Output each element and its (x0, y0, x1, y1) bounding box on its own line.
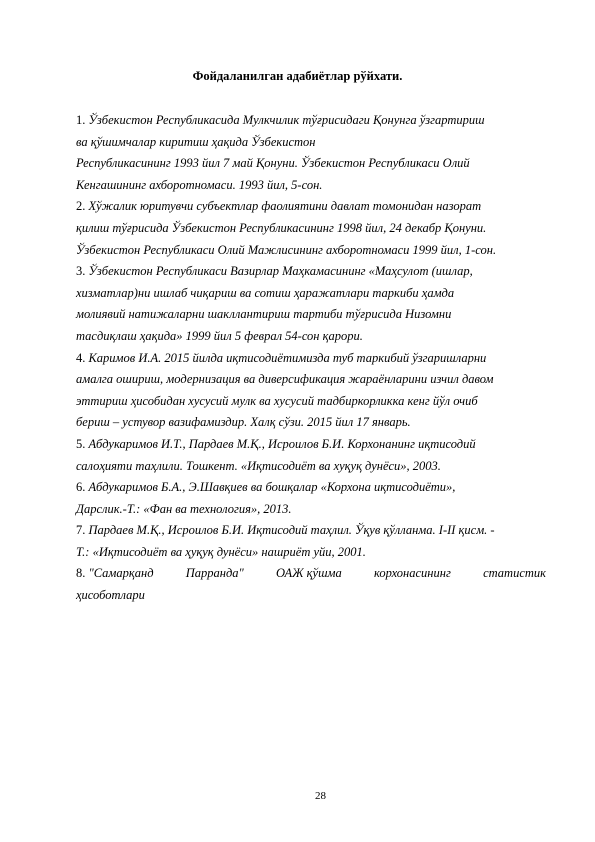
reference-number: 7. (76, 523, 86, 538)
reference-line (76, 348, 546, 370)
reference-line: Дарслик.-Т.: «Фан ва технология», 2013. (76, 501, 292, 516)
reference-line: ва қўшимчалар киритиш ҳақида Ўзбекистон (76, 134, 316, 149)
reference-text: Абдукаримов И.Т., Пардаев М.Қ., Исроилов Б.И. Корхонанинг иқтисодий (88, 436, 476, 451)
reference-text: Пардаев М.Қ., Исроилов Б.И. Иқтисодий таҳлил. Ўқув қўлланма. I-II қисм. - (88, 523, 495, 538)
reference-line (76, 477, 546, 499)
reference-item-7 (76, 520, 546, 563)
reference-line: Т.: «Иқтисодиёт ва ҳуқуқ дунёси» нашриёт уйи, 2001. (76, 544, 366, 559)
reference-number: 4. (76, 350, 86, 365)
reference-number: 6. (76, 480, 86, 495)
reference-line (76, 196, 546, 218)
reference-line: қилиш тўғрисида Ўзбекистон Республикасининг 1998 йил, 24 декабр Қонуни. (76, 220, 487, 235)
reference-item-2 (76, 196, 546, 261)
reference-number: 2. (76, 199, 86, 214)
reference-line: тасдиқлаш ҳақида» 1999 йил 5 феврал 54-сон қарори. (76, 328, 363, 343)
reference-line: Республикасининг 1993 йил 7 май Қонуни. Ўзбекистон Республикаси Олий (76, 156, 470, 171)
reference-line: Кенгашининг ахборотномаси. 1993 йил, 5-сон. (76, 177, 323, 192)
reference-line: амалга ошириш, модернизация ва диверсификация жараёнларини изчил давом (76, 372, 494, 387)
reference-word: Парранда" (185, 566, 244, 581)
reference-word: статистик (483, 566, 546, 581)
reference-line: бериш – устувор вазифамиздир. Халқ сўзи. 2015 йил 17 январь. (76, 415, 411, 430)
reference-line: Ўзбекистон Республикаси Олий Мажлисининг ахборотномаси 1999 йил, 1-сон. (76, 242, 497, 257)
reference-line: эттириш ҳисобидан хусусий мулк ва хусусий тадбиркорликка кенг йўл очиб (76, 393, 478, 408)
reference-line: хизматлар)ни ишлаб чиқариш ва сотиш ҳаражатлари таркиби ҳамда (76, 285, 455, 300)
reference-line (76, 261, 546, 283)
page-title: Фойдаланилган адабиётлар рўйхати. (192, 69, 403, 83)
reference-line (76, 434, 546, 456)
reference-word: корхонасининг (373, 566, 451, 581)
reference-item-1 (76, 110, 546, 196)
reference-text: Ўзбекистон Республикасида Мулкчилик тўғрисидаги Қонунга ўзгартириш (88, 113, 485, 127)
reference-line (76, 563, 546, 585)
reference-word: ОАЖ қўшма (276, 566, 342, 581)
reference-list (76, 110, 546, 607)
reference-item-6 (76, 477, 546, 520)
reference-item-4 (76, 348, 546, 434)
reference-number: 8. (76, 566, 86, 581)
reference-text: Каримов И.А. 2015 йилда иқтисодиётимизда туб таркибий ўзгаришларни (88, 350, 487, 365)
reference-line (76, 110, 546, 132)
reference-text: Хўжалик юритувчи субъектлар фаолиятини давлат томонидан назорат (88, 199, 482, 214)
reference-text: Ўзбекистон Республикаси Вазирлар Маҳкамасининг «Маҳсулот (ишлар, (88, 264, 473, 279)
reference-item-8 (76, 563, 546, 606)
reference-line: ҳисоботлари (76, 588, 145, 603)
reference-line: салоҳияти таҳлили. Тошкент. «Иқтисодиёт ва хуқуқ дунёси», 2003. (76, 458, 441, 473)
reference-item-5 (76, 434, 546, 477)
reference-number: 3. (76, 264, 86, 279)
reference-item-3 (76, 261, 546, 347)
page-number: 28 (315, 790, 326, 802)
reference-line: молиявий натижаларни шакллантириш тартиби тўғрисида Низомни (76, 307, 452, 322)
reference-number: 5. (76, 436, 86, 451)
reference-word: 8. "Самарқанд (76, 566, 154, 581)
reference-text: Абдукаримов Б.А., Э.Шавқиев ва бошқалар «Корхона иқтисодиёти», (88, 480, 456, 495)
reference-line (76, 520, 546, 542)
reference-number: 1. (76, 113, 86, 127)
